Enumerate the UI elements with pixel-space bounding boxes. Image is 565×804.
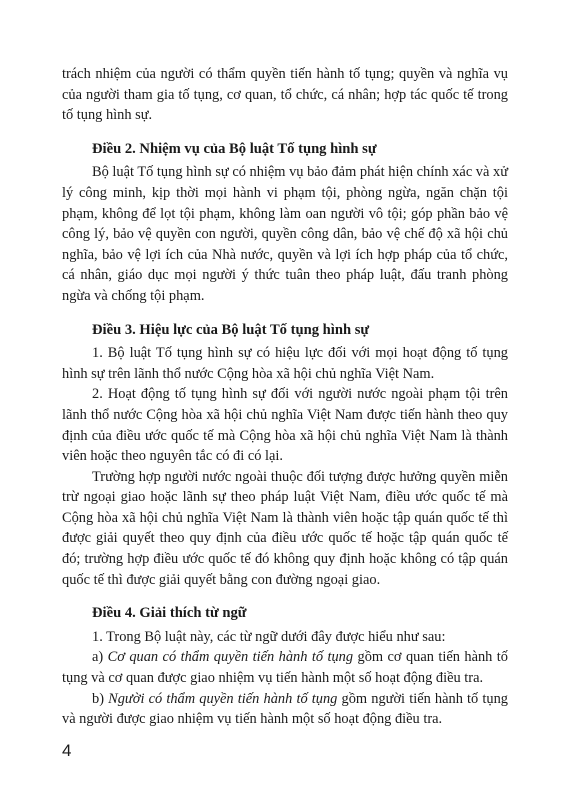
article-2-heading: Điều 2. Nhiệm vụ của Bộ luật Tố tụng hình sự bbox=[92, 140, 377, 157]
article-4-clause-1: 1. Trong Bộ luật này, các từ ngữ dưới đây được hiểu như sau: bbox=[92, 628, 446, 645]
article-3-heading: Điều 3. Hiệu lực của Bộ luật Tố tụng hình sự bbox=[92, 321, 370, 338]
article-3-clause-2: 2. Hoạt động tố tụng hình sự đối với người nước ngoài phạm tội trên lãnh thổ nước Cộng hòa xã hội chủ nghĩa Việt Nam được tiến hành theo quy định của điều ước quốc tế mà Cộng hòa xã hội chủ nghĩa Việt Nam là thành viên hoặc theo nguyên tắc có đi có lại. bbox=[62, 386, 508, 465]
point-a-prefix: a) bbox=[92, 649, 108, 666]
point-a-term: Cơ quan có thẩm quyền tiến hành tố tụng bbox=[107, 649, 354, 666]
article-3-clause-2-continued: Trường hợp người nước ngoài thuộc đối tượng được hưởng quyền miễn trừ ngoại giao hoặc lãnh sự theo pháp luật Việt Nam, điều ước quốc tế mà Cộng hòa xã hội chủ nghĩa Việt Nam là thành viên hoặc tập quán quốc tế thì được giải quyết theo quy định của điều ước quốc tế hoặc tập quán quốc tế đó; trường hợp điều ước quốc tế đó không quy định hoặc không có tập quán quốc tế thì được giải quyết bằng con đường ngoại giao. bbox=[62, 468, 508, 588]
article-3-clause-1: 1. Bộ luật Tố tụng hình sự có hiệu lực đối với mọi hoạt động tố tụng hình sự trên lãnh thổ nước Cộng hòa xã hội chủ nghĩa Việt Nam. bbox=[62, 345, 508, 382]
article-4-heading: Điều 4. Giải thích từ ngữ bbox=[92, 605, 247, 622]
page-number: 4 bbox=[62, 741, 72, 760]
point-a-definition: gồm cơ quan tiến hành tố tụng và cơ quan được giao nhiệm vụ tiến hành một số hoạt động điều tra. bbox=[62, 649, 508, 687]
article-4-point-b bbox=[62, 689, 508, 730]
point-b-prefix: b) bbox=[92, 690, 109, 707]
article-4-point-a bbox=[62, 647, 508, 688]
point-b-term: Người có thẩm quyền tiến hành tố tụng bbox=[108, 690, 338, 707]
intro-paragraph: trách nhiệm của người có thẩm quyền tiến hành tố tụng; quyền và nghĩa vụ của người tham gia tố tụng, cơ quan, tổ chức, cá nhân; hợp tác quốc tế trong tố tụng hình sự. bbox=[62, 66, 508, 124]
article-2-paragraph: Bộ luật Tố tụng hình sự có nhiệm vụ bảo đảm phát hiện chính xác và xử lý công minh, kịp thời mọi hành vi phạm tội, phòng ngừa, ngăn chặn tội phạm, không để lọt tội phạm, không làm oan người vô tội; góp phần bảo vệ công lý, bảo vệ quyền con người, quyền công dân, bảo vệ chế độ xã hội chủ nghĩa, bảo vệ lợi ích của Nhà nước, quyền và lợi ích hợp pháp của tổ chức, cá nhân, giáo dục mọi người ý thức tuân theo pháp luật, đấu tranh phòng ngừa và chống tội phạm. bbox=[62, 164, 508, 304]
point-b-definition: gồm người tiến hành tố tụng và người được giao nhiệm vụ tiến hành một số hoạt động điều tra. bbox=[62, 690, 508, 728]
